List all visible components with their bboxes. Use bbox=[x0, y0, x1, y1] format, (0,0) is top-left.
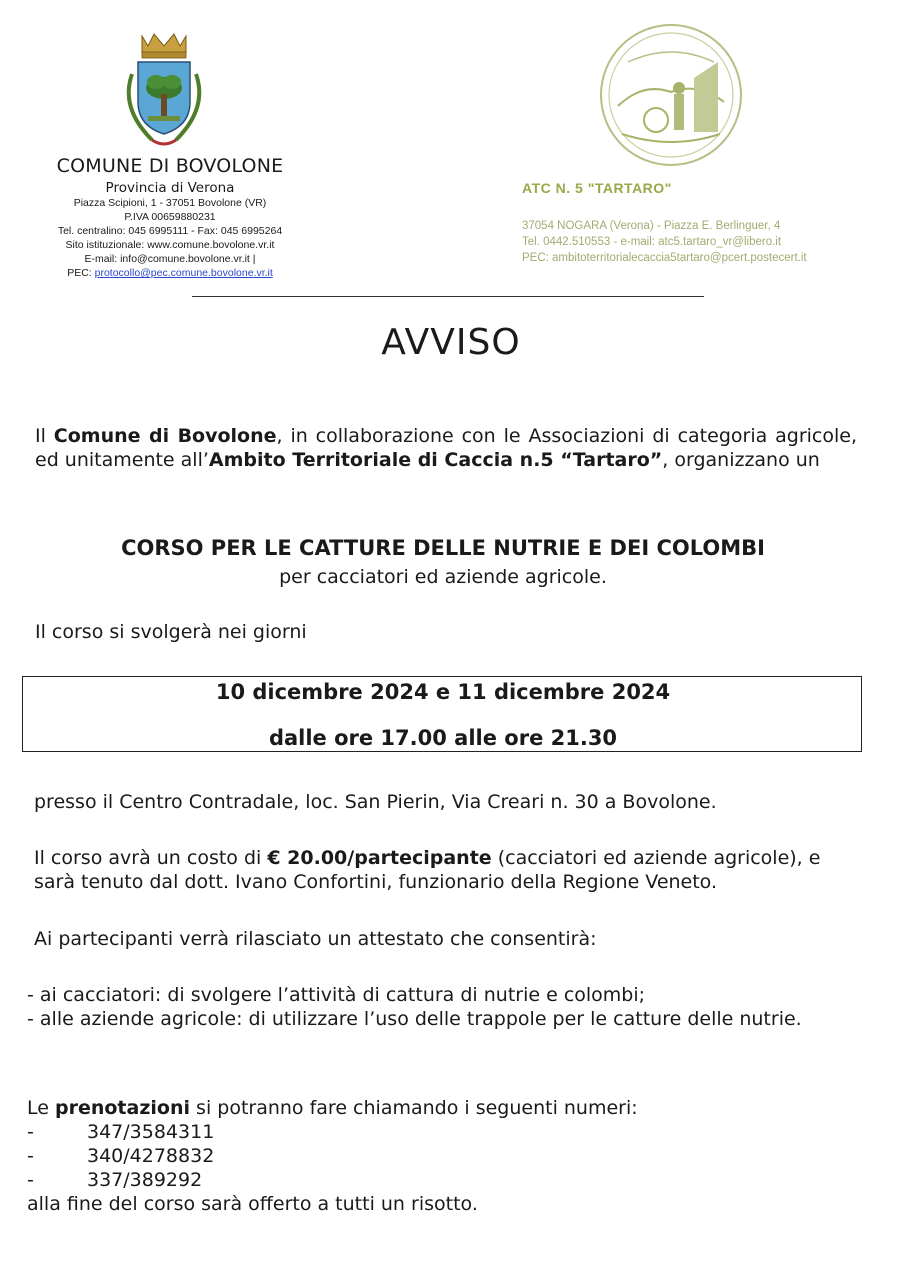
phone-number[interactable]: 347/3584311 bbox=[87, 1121, 215, 1143]
phone-dash: - bbox=[27, 1121, 34, 1143]
comune-pec-link[interactable]: protocollo@pec.comune.bovolone.vr.it bbox=[94, 267, 273, 279]
booking-text: Le bbox=[27, 1097, 55, 1119]
benefits-list bbox=[27, 983, 802, 1031]
booking-text: si potranno fare chiamando i seguenti numeri: bbox=[190, 1097, 638, 1119]
atc-pec: PEC: ambitoterritorialecaccia5tartaro@pcert.postecert.it bbox=[522, 252, 807, 264]
booking-bold: prenotazioni bbox=[54, 1097, 190, 1119]
phone-number[interactable]: 340/4278832 bbox=[87, 1145, 215, 1167]
course-subtitle: per cacciatori ed aziende agricole. bbox=[279, 566, 607, 588]
benefit-item: - ai cacciatori: di svolgere l’attività di cattura di nutrie e colombi; bbox=[27, 984, 646, 1006]
course-dates: 10 dicembre 2024 e 11 dicembre 2024 bbox=[215, 680, 671, 704]
comune-pec bbox=[20, 266, 320, 280]
course-location: presso il Centro Contradale, loc. San Pierin, Via Creari n. 30 a Bovolone. bbox=[34, 791, 717, 813]
certificate-intro: Ai partecipanti verrà rilasciato un attestato che consentirà: bbox=[34, 928, 597, 950]
booking-section bbox=[27, 1096, 638, 1216]
comune-name: COMUNE DI BOVOLONE bbox=[56, 155, 284, 177]
comune-province: Provincia di Verona bbox=[105, 180, 235, 196]
cost-text: (cacciatori ed aziende agricole), e sarà tenuto dal dott. Ivano Confortini, funzionario della Regione Veneto. bbox=[34, 847, 821, 893]
atc-address: 37054 NOGARA (Verona) - Piazza E. Berlinguer, 4 bbox=[522, 220, 781, 232]
atc-contact-block bbox=[522, 218, 807, 266]
comune-phone: Tel. centralino: 045 6995111 - Fax: 045 6995264 bbox=[57, 225, 283, 237]
atc-contact: Tel. 0442.510553 - e-mail: atc5.tartaro_vr@libero.it bbox=[522, 236, 782, 248]
intro-text: Il bbox=[35, 425, 54, 447]
course-times: dalle ore 17.00 alle ore 21.30 bbox=[268, 726, 618, 750]
page-title: AVVISO bbox=[381, 322, 521, 363]
cost-text: Il corso avrà un costo di bbox=[34, 847, 268, 869]
closing-note: alla fine del corso sarà offerto a tutti un risotto. bbox=[27, 1193, 478, 1215]
phone-dash: - bbox=[27, 1145, 34, 1167]
comune-vat: P.IVA 00659880231 bbox=[124, 211, 216, 223]
comune-email: E-mail: info@comune.bovolone.vr.it | bbox=[84, 253, 256, 265]
intro-text: , organizzano un bbox=[662, 449, 820, 471]
atc-tartaro-seal bbox=[598, 22, 744, 168]
intro-paragraph bbox=[35, 424, 857, 472]
comune-website: Sito istituzionale: www.comune.bovolone.vr.it bbox=[65, 239, 275, 251]
phone-item bbox=[27, 1144, 638, 1168]
phone-item bbox=[27, 1120, 638, 1144]
comune-letterhead bbox=[20, 155, 320, 280]
header-divider bbox=[192, 296, 704, 297]
atc-title: ATC N. 5 "TARTARO" bbox=[522, 180, 672, 196]
comune-pec-label: PEC: bbox=[67, 267, 95, 279]
benefit-item: - alle aziende agricole: di utilizzare l’uso delle trappole per le catture delle nutrie. bbox=[27, 1008, 802, 1030]
intro-comune-bold: Comune di Bovolone bbox=[53, 425, 277, 447]
intro-atc-bold: Ambito Territoriale di Caccia n.5 “Tartaro” bbox=[208, 449, 663, 471]
days-intro: Il corso si svolgerà nei giorni bbox=[35, 621, 307, 643]
phone-dash: - bbox=[27, 1169, 34, 1191]
comune-address: Piazza Scipioni, 1 - 37051 Bovolone (VR) bbox=[73, 197, 267, 209]
phone-number[interactable]: 337/389292 bbox=[87, 1169, 203, 1191]
cost-amount: € 20.00/partecipante bbox=[267, 847, 492, 869]
bovolone-coat-of-arms bbox=[112, 30, 216, 154]
booking-intro bbox=[27, 1096, 638, 1120]
course-title: CORSO PER LE CATTURE DELLE NUTRIE E DEI COLOMBI bbox=[121, 536, 765, 560]
intro-text: , in collaborazione con le Associazioni di categoria agricole, ed unitamente all’ bbox=[35, 425, 858, 471]
phone-item bbox=[27, 1168, 638, 1192]
cost-paragraph bbox=[34, 846, 864, 894]
